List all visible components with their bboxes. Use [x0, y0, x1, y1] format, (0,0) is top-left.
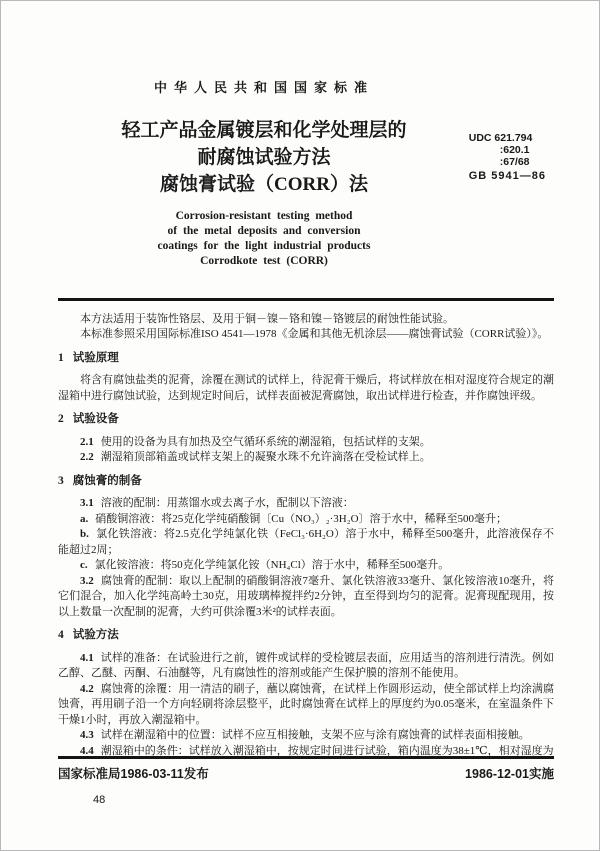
document-body	[58, 312, 554, 760]
title-block	[58, 77, 470, 269]
clause-number: 2.1	[80, 435, 94, 448]
section-number: 1	[58, 351, 64, 364]
clause-paragraph	[58, 435, 554, 451]
clause-text: 氯化铁溶液：将2.5克化学纯氯化铁（FeCl₃·6H₂O）溶于水中，稀释至500毫升，此溶液保存不能超过2周；	[58, 528, 554, 556]
clause-paragraph	[58, 651, 554, 682]
clause-number: 2.2	[80, 451, 94, 463]
clause-text: 潮湿箱中的条件：试样放入潮湿箱中，按规定时间进行试验，箱内温度为38±1℃，相对湿度为	[100, 744, 554, 757]
clause-number: 4.2	[80, 682, 94, 695]
clause-number: c.	[80, 559, 88, 571]
title-en-line-1: Corrosion-resistant testing method	[175, 210, 353, 222]
clause-text: 试样的准备：在试验进行之前，镀件或试样的受检镀层表面，应用适当的溶剂进行清洗。例如乙醇、乙醚、丙酮、石油醚等，凡有腐蚀性的溶剂或能产生保护膜的溶剂不能使用。	[58, 651, 554, 679]
clause-text: 潮湿箱顶部箱盖或试样支架上的凝聚水珠不允许滴落在受检试样上。	[100, 451, 431, 463]
page-number: 48	[93, 794, 106, 806]
clause-paragraph	[58, 728, 554, 744]
clause-paragraph	[58, 512, 554, 528]
clause-text: 氯化铵溶液：将50克化学纯氯化铵（NH₄Cl）溶于水中，稀释至500毫升。	[94, 559, 450, 571]
title-cn-line-3: 腐蚀膏试验（CORR）法	[160, 174, 368, 195]
reference-paragraph: 本标准参照采用国际标准ISO 4541—1978《金属和其他无机涂层——腐蚀膏试验（CORR试验）》。	[80, 328, 549, 340]
section-heading-3	[58, 474, 554, 490]
clause-number: 4.3	[80, 729, 94, 741]
clause-number: 3.2	[80, 574, 94, 587]
header-divider-rule	[58, 298, 554, 301]
standard-number: GB 5941—86	[468, 170, 546, 182]
clause-paragraph	[58, 558, 554, 574]
clause-number: 4.1	[80, 651, 94, 664]
clause-text: 试样在潮湿箱中的位置：试样不应互相接触，支架不应与涂有腐蚀膏的试样表面相接触。	[100, 729, 530, 741]
clause-paragraph	[58, 373, 554, 404]
section-heading-1	[58, 351, 554, 367]
clause-paragraph	[58, 527, 554, 558]
issued-date: 国家标准局1986-03-11发布	[58, 767, 209, 781]
title-english	[58, 209, 470, 269]
scope-paragraph: 本方法适用于装饰性铬层、及用于铜－镍－铬和镍－铬镀层的耐蚀性能试验。	[80, 312, 454, 325]
clause-text: 硝酸铜溶液：将25克化学纯硝酸铜〔Cu（NO₃）₂·3H₂O〕溶于水中，稀释至500毫升；	[95, 512, 508, 525]
udc-sub-number-1: :620.1	[499, 144, 530, 156]
section-heading-4	[58, 628, 554, 644]
udc-classification-block	[469, 132, 546, 182]
section-number: 4	[58, 629, 64, 641]
section-number: 2	[58, 413, 64, 425]
clause-text: 将含有腐蚀盐类的泥膏，涂覆在测试的试样上，待泥膏干燥后，将试样放在相对湿度符合规定的潮湿箱中进行腐蚀试验，达到规定时间后，试样表面被泥膏腐蚀，取出试样进行检查，并作腐蚀评级。	[58, 374, 554, 402]
footer-divider-rule	[58, 756, 554, 759]
section-title: 试验方法	[72, 629, 119, 641]
udc-sub-number-2: :67/68	[499, 156, 530, 168]
title-en-line-4: Corrodkote test (CORR)	[200, 255, 328, 267]
clause-number: b.	[80, 528, 89, 540]
title-cn-line-1: 轻工产品金属镀层和化学处理层的	[121, 120, 407, 141]
clause-paragraph	[58, 496, 554, 512]
title-chinese	[58, 117, 470, 198]
clause-paragraph	[58, 450, 554, 466]
implementation-date: 1986-12-01实施	[465, 767, 554, 781]
clause-text: 腐蚀膏的涂覆：用一清洁的刷子，蘸以腐蚀膏，在试样上作圆形运动，使全部试样上均涂满腐蚀膏，再用刷子沿一个方向轻刷将涂层整平，此时腐蚀膏在试样上的厚度约为0.05毫米，在室温条件下干燥1小时，再放入潮湿箱中。	[58, 682, 554, 726]
clause-text: 腐蚀膏的配制：取以上配制的硝酸铜溶液7毫升、氯化铁溶液33毫升、氯化铵溶液10毫升，将它们混合，加入化学纯高岭土30克，用玻璃棒搅拌约2分钟，直至得到均匀的泥膏。泥膏现配现用，按以上数量一次配制的泥膏，大约可供涂覆3米²的试样表面。	[58, 574, 554, 618]
section-number: 3	[58, 474, 64, 487]
title-cn-line-2: 耐腐蚀试验方法	[197, 147, 331, 168]
clause-number: a.	[80, 512, 89, 525]
udc-number: UDC 621.794	[468, 132, 533, 144]
clause-number: 3.1	[80, 497, 94, 509]
clause-text: 溶液的配制：用蒸馏水或去离子水，配制以下溶液：	[100, 497, 354, 509]
section-title: 腐蚀膏的制备	[72, 474, 142, 487]
clause-paragraph	[58, 682, 554, 729]
section-heading-2	[58, 412, 554, 428]
section-title: 试验设备	[72, 413, 119, 425]
title-en-line-2: of the metal deposits and conversion	[167, 225, 361, 237]
clause-paragraph	[58, 574, 554, 621]
document-header	[58, 1, 554, 269]
section-title: 试验原理	[72, 351, 119, 364]
clause-number: 4.4	[80, 744, 94, 757]
title-en-line-3: coatings for the light industrial products	[157, 240, 371, 252]
clause-text: 使用的设备为具有加热及空气循环系统的潮湿箱，包括试样的支架。	[100, 435, 431, 448]
document-footer	[58, 764, 554, 782]
standard-org-line: 中华人民共和国国家标准	[153, 80, 374, 95]
